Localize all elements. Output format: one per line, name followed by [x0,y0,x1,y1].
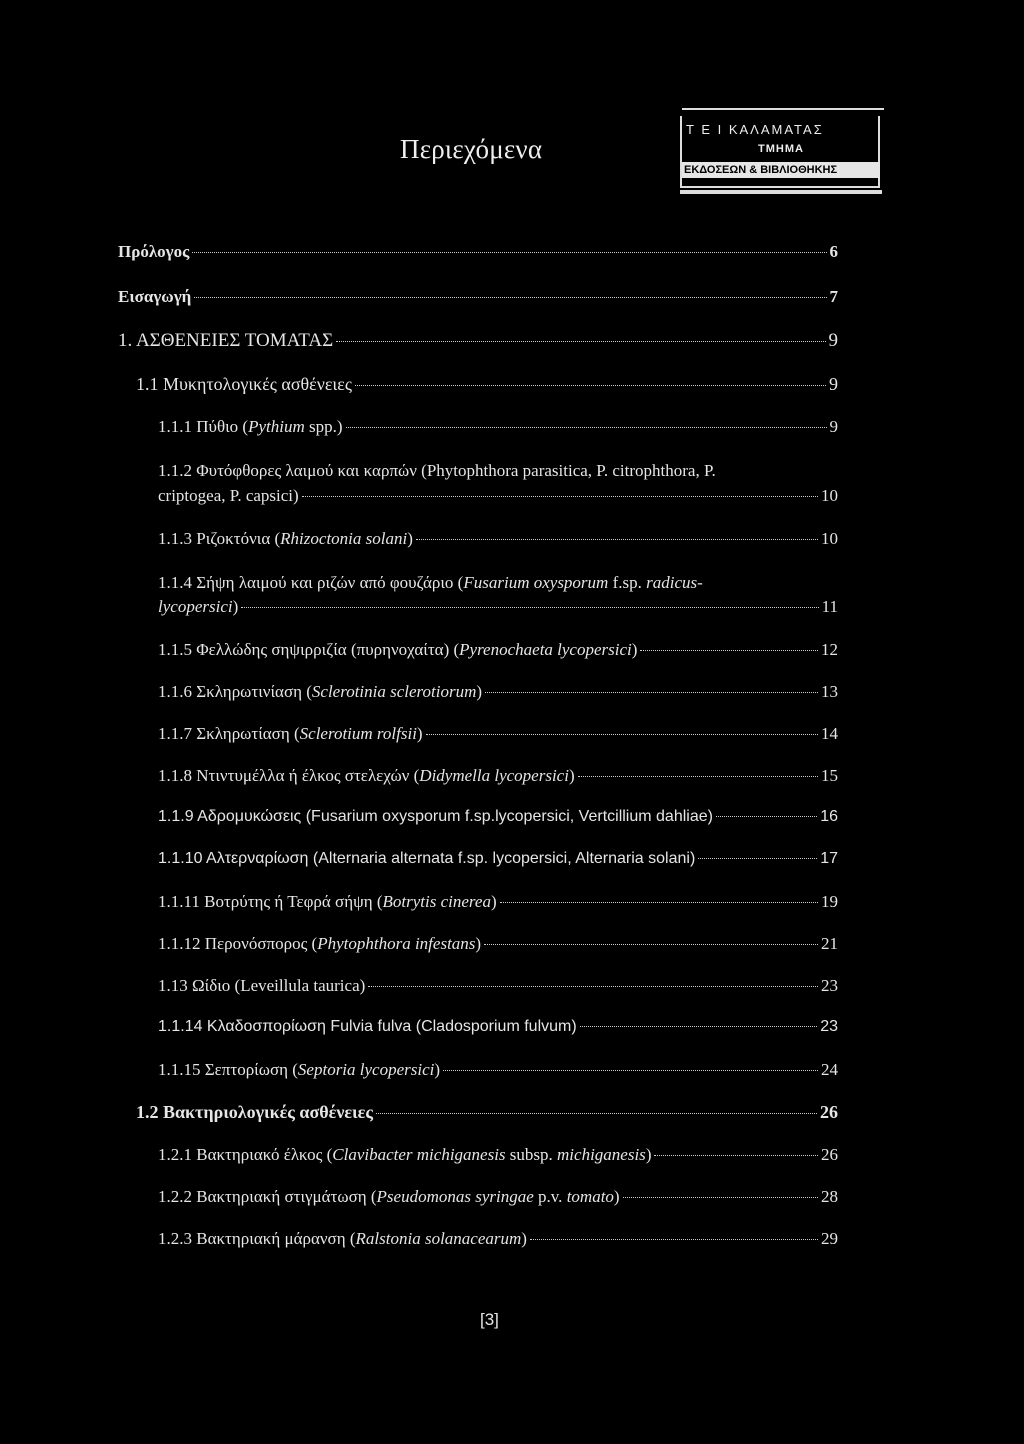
toc-leader-dots [716,816,817,817]
toc-entry-1-1[interactable] [136,374,838,395]
toc-entry-label: 1.1.10 Αλτερναρίωση (Alternaria alternata f.sp. lycopersici, Alternaria solani) [158,850,696,867]
toc-entry-1-1-15[interactable] [158,1060,838,1080]
toc-page-number: 13 [821,682,838,701]
toc-leader-dots [485,692,818,693]
toc-entry-label: 1.1.3 Ριζοκτόνια (Rhizoctonia solani) [158,529,413,548]
toc-entry-label: lycopersici) [158,597,239,616]
toc-leader-dots [336,341,825,342]
toc-page-number: 6 [829,242,838,261]
toc-entry-label: Πρόλογος [118,242,190,261]
toc-leader-dots [578,776,818,777]
toc-leader-dots [654,1155,818,1156]
toc-entry-label: 1.2 Βακτηριολογικές ασθένειες [136,1102,373,1122]
toc-entry-1-1-8[interactable] [158,766,838,786]
toc-entry-1-1-1[interactable] [158,417,838,437]
toc-leader-dots [484,944,818,945]
toc-page-number: 17 [820,850,838,867]
toc-entry-1-1-4-line-1[interactable]: 1.1.4 Σήψη λαιμού και ριζών από φουζάριο (Fusarium oxysporum f.sp. radicus- [158,573,703,592]
toc-entry-label: 1.1.6 Σκληρωτινίαση (Sclerotinia sclerotiorum) [158,682,483,701]
toc-leader-dots [194,297,826,298]
toc-entry-label: 1.1.1 Πύθιο (Pythium spp.) [158,417,343,436]
toc-entry-label: 1.13 Ωίδιο (Leveillula taurica) [158,976,366,995]
toc-entry-label: 1.2.3 Βακτηριακή μάρανση (Ralstonia solanacearum) [158,1229,527,1248]
toc-leader-dots [530,1239,818,1240]
toc-page-number: 21 [821,934,838,953]
stamp-bottom-rule [680,190,882,194]
toc-entry-introduction[interactable] [118,287,838,307]
toc-entry-label: Εισαγωγή [118,287,192,306]
page-number-footer: [3] [480,1310,499,1329]
toc-leader-dots [580,1026,818,1027]
toc-entry-label: 1.1.15 Σεπτορίωση (Septoria lycopersici) [158,1060,441,1079]
toc-page-number: 9 [828,330,838,351]
toc-entry-prologue[interactable] [118,242,838,262]
toc-leader-dots [426,734,818,735]
toc-entry-1-1-11[interactable] [158,892,838,912]
toc-entry-label: 1.1.14 Κλαδοσπορίωση Fulvia fulva (Cladosporium fulvum) [158,1018,577,1035]
toc-entry-1-1-2[interactable] [158,486,838,506]
stamp-line-2: ΤΜΗΜΑ [758,143,804,155]
toc-entry-1-2-3[interactable] [158,1229,838,1249]
toc-page-number: 14 [821,724,838,743]
toc-entry-1-1-14[interactable] [158,1018,838,1036]
toc-leader-dots [623,1197,818,1198]
toc-page-number: 16 [820,808,838,825]
toc-page-number: 12 [821,640,838,659]
toc-page-number: 19 [821,892,838,911]
toc-leader-dots [443,1070,818,1071]
toc-page-number: 11 [821,597,838,616]
toc-page-number: 15 [821,766,838,785]
toc-page-number: 26 [821,1145,838,1164]
page-title: Περιεχόμενα [400,134,543,164]
stamp-line-1: Τ Ε Ι ΚΑΛΑΜΑΤΑΣ [686,122,824,137]
toc-entry-1-1-12[interactable] [158,934,838,954]
toc-page-number: 28 [821,1187,838,1206]
toc-entry-1-1-9[interactable] [158,808,838,826]
toc-leader-dots [346,427,827,428]
toc-entry-1-1-2-line-1[interactable]: 1.1.2 Φυτόφθορες λαιμού και καρπών (Phytophthora parasitica, P. citrophthora, P. [158,461,716,480]
toc-entry-label: 1. ΑΣΘΕΝΕΙΕΣ ΤΟΜΑΤΑΣ [118,330,334,351]
toc-entry-1-2[interactable] [136,1102,838,1123]
toc-entry-1-1-5[interactable] [158,640,838,660]
toc-page-number: 23 [821,976,838,995]
toc-entry-label: 1.2.2 Βακτηριακή στιγμάτωση (Pseudomonas syringae p.v. tomato) [158,1187,620,1206]
toc-entry-label: 1.2.1 Βακτηριακό έλκος (Clavibacter michiganesis subsp. michiganesis) [158,1145,652,1164]
toc-leader-dots [241,607,818,608]
toc-entry-label: criptogea, P. capsici) [158,486,299,505]
toc-entry-1-1-7[interactable] [158,724,838,744]
toc-entry-label: 1.1.9 Αδρομυκώσεις (Fusarium oxysporum f.sp.lycopersici, Vertcillium dahliae) [158,808,713,825]
toc-entry-label: 1.1.8 Ντιντυμέλλα ή έλκος στελεχών (Didymella lycopersici) [158,766,575,785]
toc-leader-dots [698,858,817,859]
stamp-top-rule [682,108,884,110]
toc-entry-label: 1.1.11 Βοτρύτης ή Τεφρά σήψη (Botrytis cinerea) [158,892,497,911]
toc-page-number: 10 [821,529,838,548]
toc-leader-dots [416,539,818,540]
toc-page-number: 9 [829,374,838,394]
toc-page-number: 10 [821,486,838,505]
toc-page-number: 29 [821,1229,838,1248]
toc-page-number: 9 [829,417,838,436]
library-stamp [676,106,886,198]
toc-entry-1-1-10[interactable] [158,850,838,868]
toc-entry-1-2-1[interactable] [158,1145,838,1165]
toc-entry-label: 1.1.5 Φελλώδης σηψιρριζία (πυρηνοχαίτα) (Pyrenochaeta lycopersici) [158,640,638,659]
toc-leader-dots [192,252,826,253]
toc-leader-dots [640,650,818,651]
toc-entry-chapter-1[interactable] [118,330,838,352]
toc-entry-1-1-4[interactable] [158,597,838,617]
toc-entry-label: 1.1.12 Περονόσπορος (Phytophthora infestans) [158,934,482,953]
toc-entry-1-2-2[interactable] [158,1187,838,1207]
stamp-line-3: ΕΚΔΟΣΕΩΝ & ΒΙΒΛΙΟΘΗΚΗΣ [682,162,880,178]
toc-leader-dots [302,496,818,497]
toc-leader-dots [376,1113,817,1114]
toc-page-number: 7 [829,287,838,306]
toc-leader-dots [368,986,818,987]
toc-page-number: 23 [820,1018,838,1035]
toc-entry-label: 1.1.7 Σκληρωτίαση (Sclerotium rolfsii) [158,724,423,743]
toc-entry-1-1-6[interactable] [158,682,838,702]
toc-page-number: 24 [821,1060,838,1079]
toc-leader-dots [355,385,826,386]
toc-entry-1-13[interactable] [158,976,838,996]
toc-entry-1-1-3[interactable] [158,529,838,549]
toc-leader-dots [500,902,818,903]
toc-entry-label: 1.1 Μυκητολογικές ασθένειες [136,374,352,394]
toc-page-number: 26 [820,1102,838,1122]
